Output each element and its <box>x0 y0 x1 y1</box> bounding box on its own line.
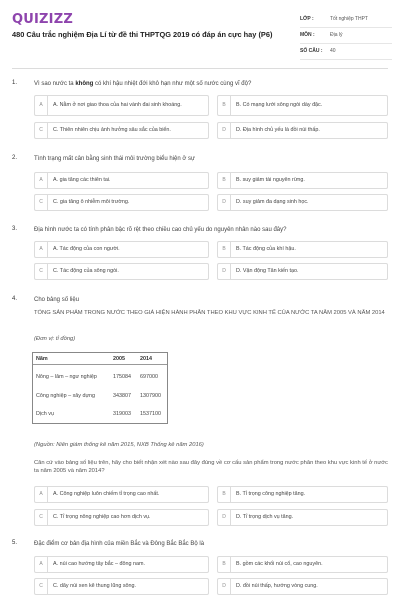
question-number: 3. <box>12 226 18 232</box>
option-c[interactable] <box>34 263 209 280</box>
option-d[interactable] <box>217 122 388 139</box>
option-letter: B <box>218 173 231 188</box>
option-text: C. Tỉ trọng nông nghiệp cao hơn dịch vụ. <box>53 514 151 520</box>
option-letter: B <box>218 487 231 502</box>
option-letter: C <box>35 510 48 525</box>
option-c[interactable] <box>34 509 209 526</box>
quizizz-logo: QUIZIZZ <box>12 12 73 27</box>
option-text: B. suy giảm tài nguyên rừng. <box>236 177 305 183</box>
option-text: A. gia tăng các thiên tai. <box>53 177 111 183</box>
option-c[interactable] <box>34 122 209 139</box>
option-text: A. Tác động của con người. <box>53 246 120 252</box>
option-letter: D <box>218 123 231 138</box>
option-text: A. Công nghiệp luôn chiếm tỉ trọng cao nhất. <box>53 491 160 497</box>
option-text: A. Nằm ở nơi giao thoa của hai vành đai sinh khoáng. <box>53 102 182 108</box>
table-cell: 343807 <box>113 393 131 399</box>
option-a[interactable] <box>34 172 209 189</box>
option-a[interactable] <box>34 241 209 258</box>
question-number: 2. <box>12 155 18 161</box>
question-text: Địa hình nước ta có tính phân bậc rõ rệt theo chiều cao chủ yếu do nguyên nhân nào sau đây? <box>34 227 287 233</box>
option-text: D. Địa hình chủ yếu là đồi núi thấp. <box>236 127 320 133</box>
option-letter: D <box>218 195 231 210</box>
question-number: 4. <box>12 296 18 302</box>
question-text: Đặc điểm cơ bản địa hình của miền Bắc và Đông Bắc Bắc Bộ là <box>34 541 205 547</box>
question-number: 5. <box>12 540 18 546</box>
option-letter: B <box>218 557 231 572</box>
option-letter: D <box>218 579 231 594</box>
question-text-emphasis: không <box>75 81 94 87</box>
question-text <box>34 80 384 88</box>
option-letter: B <box>218 96 231 115</box>
option-text: B. Tác động của khí hậu. <box>236 246 296 252</box>
option-c[interactable] <box>34 194 209 211</box>
option-letter: C <box>35 579 48 594</box>
option-a[interactable] <box>34 556 209 573</box>
meta-row-subject <box>300 28 392 44</box>
worksheet-header <box>0 0 400 66</box>
option-letter: A <box>35 173 48 188</box>
question-text: Cho bảng số liệu <box>34 297 80 303</box>
table-row <box>33 371 167 383</box>
option-b[interactable] <box>217 486 388 503</box>
worksheet-meta <box>300 12 392 60</box>
option-text: D. suy giảm đa dạng sinh học. <box>236 199 309 205</box>
table-cell: 175084 <box>113 374 131 380</box>
meta-key: MÔN : <box>300 32 315 38</box>
option-letter: A <box>35 557 48 572</box>
option-letter: A <box>35 242 48 257</box>
table-row <box>33 408 167 420</box>
option-letter: D <box>218 510 231 525</box>
option-text: D. đồi núi thấp, hướng vòng cung. <box>236 583 318 589</box>
question-prompt: Căn cứ vào bảng số liệu trên, hãy cho biết nhận xét nào sau đây đúng về cơ cấu sản phẩm trong nước phân theo khu vực kinh tế ở nước ta năm 2005 và năm 2014? <box>34 460 388 474</box>
option-d[interactable] <box>217 509 388 526</box>
question-number: 1. <box>12 80 18 86</box>
option-b[interactable] <box>217 172 388 189</box>
question-text-part: có khí hậu nhiệt đới khô hạn như một số nước cùng vĩ độ? <box>93 81 252 87</box>
option-text: C. dãy núi xen kẽ thung lũng sông. <box>53 583 137 589</box>
worksheet-title: 480 Câu trắc nghiệm Địa Lí từ đề thi THPTQG 2019 có đáp án cực hay (P6) <box>12 30 273 39</box>
meta-value: 40 <box>330 48 336 54</box>
option-c[interactable] <box>34 578 209 595</box>
table-cell: 1307900 <box>140 393 161 399</box>
option-text: B. Tỉ trọng công nghiệp tăng. <box>236 491 306 497</box>
option-text: B. gồm các khối núi cổ, cao nguyên. <box>236 561 323 567</box>
option-letter: B <box>218 242 231 257</box>
question-text: Tình trạng mất cân bằng sinh thái môi trường biểu hiện ở sự <box>34 156 195 162</box>
table-header-cell: Năm <box>36 355 48 362</box>
table-cell: 319003 <box>113 411 131 417</box>
table-row <box>33 390 167 402</box>
option-b[interactable] <box>217 95 388 116</box>
option-text: D. Tỉ trọng dịch vụ tăng. <box>236 514 294 520</box>
table-cell: Công nghiệp – xây dựng <box>36 393 96 399</box>
option-letter: C <box>35 123 48 138</box>
table-title: TỔNG SẢN PHẨM TRONG NƯỚC THEO GIÁ HIỆN HÀNH PHÂN THEO KHU VỰC KINH TẾ CỦA NƯỚC TA NĂM 2005 VÀ NĂM 2014 <box>34 310 385 316</box>
table-cell: 697000 <box>140 374 158 380</box>
option-text: B. Có mạng lưới sông ngòi dày đặc. <box>236 102 323 108</box>
table-header-row <box>33 353 167 365</box>
unit-note: (Đơn vị: tỉ đồng) <box>34 336 76 342</box>
option-letter: C <box>35 264 48 279</box>
option-a[interactable] <box>34 486 209 503</box>
option-b[interactable] <box>217 241 388 258</box>
option-d[interactable] <box>217 194 388 211</box>
option-letter: A <box>35 96 48 115</box>
meta-row-class <box>300 12 392 28</box>
option-d[interactable] <box>217 578 388 595</box>
meta-value: Địa lý <box>330 32 343 38</box>
option-d[interactable] <box>217 263 388 280</box>
meta-key: SỐ CÂU : <box>300 48 323 54</box>
option-letter: C <box>35 195 48 210</box>
data-table <box>32 352 168 424</box>
option-text: D. Vận động Tân kiến tạo. <box>236 268 299 274</box>
table-cell: 1537100 <box>140 411 161 417</box>
table-header-cell: 2014 <box>140 355 152 362</box>
table-header-cell: 2005 <box>113 355 125 362</box>
meta-value: Tốt nghiệp THPT <box>330 16 368 22</box>
source-note: (Nguồn: Niên giám thống kê năm 2015, NXB Thống kê năm 2016) <box>34 442 204 448</box>
meta-key: LỚP : <box>300 16 314 22</box>
option-text: A. núi cao hướng tây bắc – đông nam. <box>53 561 145 567</box>
option-text: C. Tác động của sông ngòi. <box>53 268 119 274</box>
option-text: C. gia tăng ô nhiễm môi trường. <box>53 199 130 205</box>
header-divider <box>12 68 388 69</box>
question-text-part: Vì sao nước ta <box>34 81 76 87</box>
meta-row-count <box>300 44 392 60</box>
option-b[interactable] <box>217 556 388 573</box>
option-text: C. Thiên nhiên chịu ảnh hưởng sâu sắc của biển. <box>53 127 171 133</box>
table-cell: Nông – lâm – ngư nghiệp <box>36 374 97 380</box>
question-4 <box>12 296 388 536</box>
option-a[interactable] <box>34 95 209 116</box>
option-letter: D <box>218 264 231 279</box>
option-letter: A <box>35 487 48 502</box>
table-cell: Dịch vụ <box>36 411 54 417</box>
